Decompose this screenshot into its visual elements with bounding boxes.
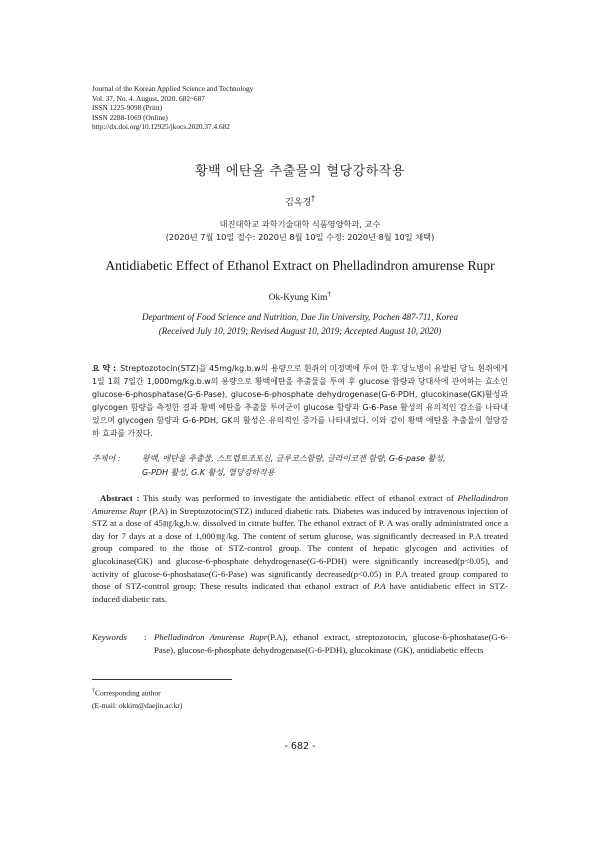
keywords-korean-line1: 황백, 에탄올 추출물, 스트렙토조토신, 글루코스함량, 글라이코겐 함량, G-6-pase 활성, [142, 454, 446, 463]
author-english [0, 289, 600, 303]
footnote-email: (E-mail: okkim@daejin.ac.kr) [92, 701, 183, 710]
keywords-english-list: (P.A), ethanol extract, streptozotocin, glucose-6-phoshatase(G-6-Pase), glucose-6-phosphate dehydrogenase(G-6-PDH), glucokinase (GK), antidiabetic effects [154, 632, 508, 655]
affiliation-english [0, 311, 600, 338]
author-korean-name: 김옥경 [285, 198, 312, 208]
journal-issn-online: ISSN 2288-1069 (Online) [92, 112, 168, 122]
footnote-mark: † [92, 688, 95, 694]
affiliation-english-text: Department of Food Science and Nutrition, Dae Jin University, Pochen 487-711, Korea [142, 312, 458, 322]
keywords-korean [92, 452, 508, 480]
page-number: - 682 - [284, 741, 316, 752]
footnote-line1: Corresponding author [95, 688, 161, 698]
author-english-name: Ok-Kyung Kim [268, 293, 328, 304]
abstract-english [92, 492, 508, 605]
journal-issn-print: ISSN 1225-9098 (Print) [92, 103, 163, 113]
keywords-korean-line2: G-PDH 활성, G.K 활성, 혈당강하작용 [142, 468, 275, 477]
footnote-divider [92, 679, 232, 680]
title-english: Antidiabetic Effect of Ethanol Extract on Phelladindron amurense Rupr [105, 258, 495, 273]
author-korean-mark: † [311, 194, 315, 203]
dates-korean: (2020년 7월 10일 접수: 2020년 8월 10일 수정: 2020년 8월 10일 채택) [165, 232, 435, 242]
abstract-english-species: Phelladindron Amurense Rupr [92, 493, 508, 516]
abstract-english-pa: P.A [373, 581, 386, 592]
abstract-english-part2: (P.A) in Streptozotocin(STZ) induced diabetic rats. Diabetes was induced by intravenous injection of STZ at a dose of 45㎎/kg,b.w. dissolved in citrate buffer. The ethanol extract of P. A was orally administrated once a day for 7 days at a dose of 1,000㎎/kg. The content of serum glucose, was significantly decreased in P.A treated group compared to the those of STZ-control group. The content of hepatic glycogen and activities of glucokinase(GK) and glucose-6-phosphate dehydrogenase(G-6-PDH) were significantly increased(p<0.05), and activity of glucose-6-phoshatase(G-6-Pase) was significantly decreased(p<0.05) in P.A treated group compared to those of STZ-control group; These results indicated that ethanol extract of [92, 505, 508, 592]
author-english-mark: † [327, 289, 332, 298]
journal-name: Journal of the Korean Applied Science and Technology [92, 84, 254, 93]
affiliation-korean-text: 대진대학교 과학기술대학 식품영양학과, 교수 [219, 219, 381, 229]
journal-info [92, 84, 253, 132]
journal-volume: Vol. 37, No. 4. August, 2020. 682~687 [92, 93, 205, 103]
keywords-korean-label: 주제어 : [92, 454, 121, 463]
footnote [92, 685, 182, 713]
abstract-korean [92, 362, 508, 441]
keywords-english-species: Phelladindron Amurense Rupr [154, 632, 268, 642]
author-korean [0, 194, 600, 208]
title-korean: 황백 에탄올 추출물의 혈당강하작용 [195, 164, 405, 179]
abstract-korean-label: 요 약 : [92, 364, 117, 373]
keywords-english-label: Keywords [92, 632, 127, 642]
abstract-korean-text: Streptozotocin(STZ)을 45mg/kg.b.w의 용량으로 흰쥐의 미정맥에 투여 한 후 당뇨병이 유발된 당뇨 흰쥐에게 1일 1회 7일간 1,000mg/kg.b.w의 용량으로 황백에탄올 추출물을 투여 후 glucose 함량과 당대사에 관여하는 효소인 glucose-6-phosphatase(G-6-Pase), glucose-6-phosphate dehydrogenase(G-6-PDH, glucokinase(GK)활성과 glycogen 함량을 측정한 결과 황백 에탄올 추출물 투여군이 glucose 함량과 G-6-Pase 활성의 유의적인 감소를 나타내었으며 glycogen 함량과 G-6-PDH, GK의 활성은 유의적인 증가를 나타내었다. 이와 같이 황백 에탄올 추출물이 혈당강하 효과를 가졌다. [92, 364, 508, 439]
abstract-english-part1: This study was performed to investigate the antidiabetic effect of ethanol extract of [139, 493, 458, 503]
dates-english: (Received July 10, 2019; Revised August 10, 2019; Accepted August 10, 2020) [158, 325, 442, 336]
keywords-english-separator: : [144, 632, 147, 642]
footnote-corresponding [92, 685, 182, 700]
keywords-english-text [154, 631, 508, 657]
abstract-english-part3: have antidiabetic effect in STZ-induced diabetic rats. [92, 581, 509, 604]
affiliation-korean [0, 218, 600, 244]
keywords-english [92, 631, 508, 657]
journal-doi[interactable]: http://dx.doi.org/10.12925/jkocs.2020.37.4.682 [92, 122, 230, 132]
abstract-english-label: Abstract : [100, 493, 140, 503]
